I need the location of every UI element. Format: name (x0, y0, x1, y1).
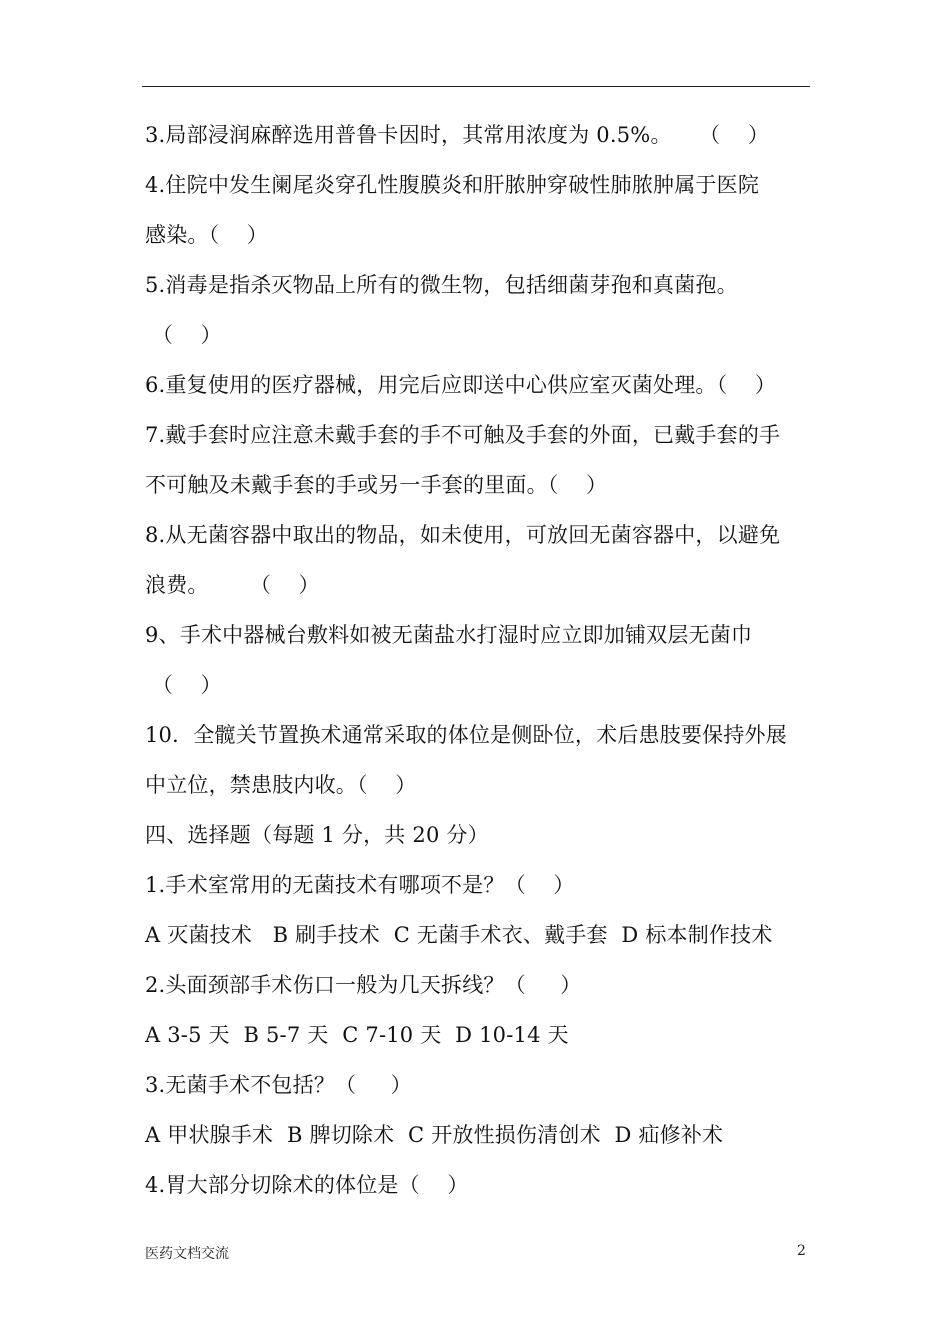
text-line: A 甲状腺手术 B 脾切除术 C 开放性损伤清创术 D 疝修补术 (145, 1123, 724, 1147)
text-line: A 灭菌技术 B 刷手技术 C 无菌手术衣、戴手套 D 标本制作技术 (145, 923, 773, 947)
text-line: （ ） (145, 323, 222, 347)
text-line: 2.头面颈部手术伤口一般为几天拆线？（ ） (145, 973, 582, 997)
text-line: 7.戴手套时应注意未戴手套的手不可触及手套的外面，已戴手套的手 (145, 423, 781, 447)
text-line: 3.局部浸润麻醉选用普鲁卡因时，其常用浓度为 0.5%。 （ ） (145, 123, 770, 147)
text-line: 感染。（ ） (145, 223, 269, 247)
text-line: （ ） (145, 673, 222, 697)
text-line: 浪费。 （ ） (145, 573, 320, 597)
text-line: 3.无菌手术不包括？（ ） (145, 1073, 412, 1097)
text-line: 4.胃大部分切除术的体位是（ ） (145, 1173, 469, 1197)
text-line: 8.从无菌容器中取出的物品，如未使用，可放回无菌容器中，以避免 (145, 523, 781, 547)
text-line: 4.住院中发生阑尾炎穿孔性腹膜炎和肝脓肿穿破性肺脓肿属于医院 (145, 173, 760, 197)
page-number: 2 (797, 1243, 806, 1259)
header-rule (142, 86, 810, 87)
document-body (145, 115, 813, 1215)
text-line: 9、手术中器械台敷料如被无菌盐水打湿时应立即加铺双层无菌巾 (145, 623, 753, 647)
footer-label: 医药文档交流 (145, 1246, 229, 1262)
text-line: A 3-5 天 B 5-7 天 C 7-10 天 D 10-14 天 (145, 1023, 569, 1047)
text-line: 1.手术室常用的无菌技术有哪项不是？（ ） (145, 873, 575, 897)
text-line: 6.重复使用的医疗器械，用完后应即送中心供应室灭菌处理。（ ） (145, 373, 777, 397)
text-line: 10．全髋关节置换术通常采取的体位是侧卧位，术后患肢要保持外展 (145, 723, 787, 747)
section-heading: 四、选择题（每题 1 分，共 20 分） (145, 823, 489, 847)
text-line: 不可触及未戴手套的手或另一手套的里面。（ ） (145, 473, 608, 497)
text-line: 5.消毒是指杀灭物品上所有的微生物，包括细菌芽孢和真菌孢。 (145, 273, 738, 297)
text-line: 中立位，禁患肢内收。（ ） (145, 773, 417, 797)
